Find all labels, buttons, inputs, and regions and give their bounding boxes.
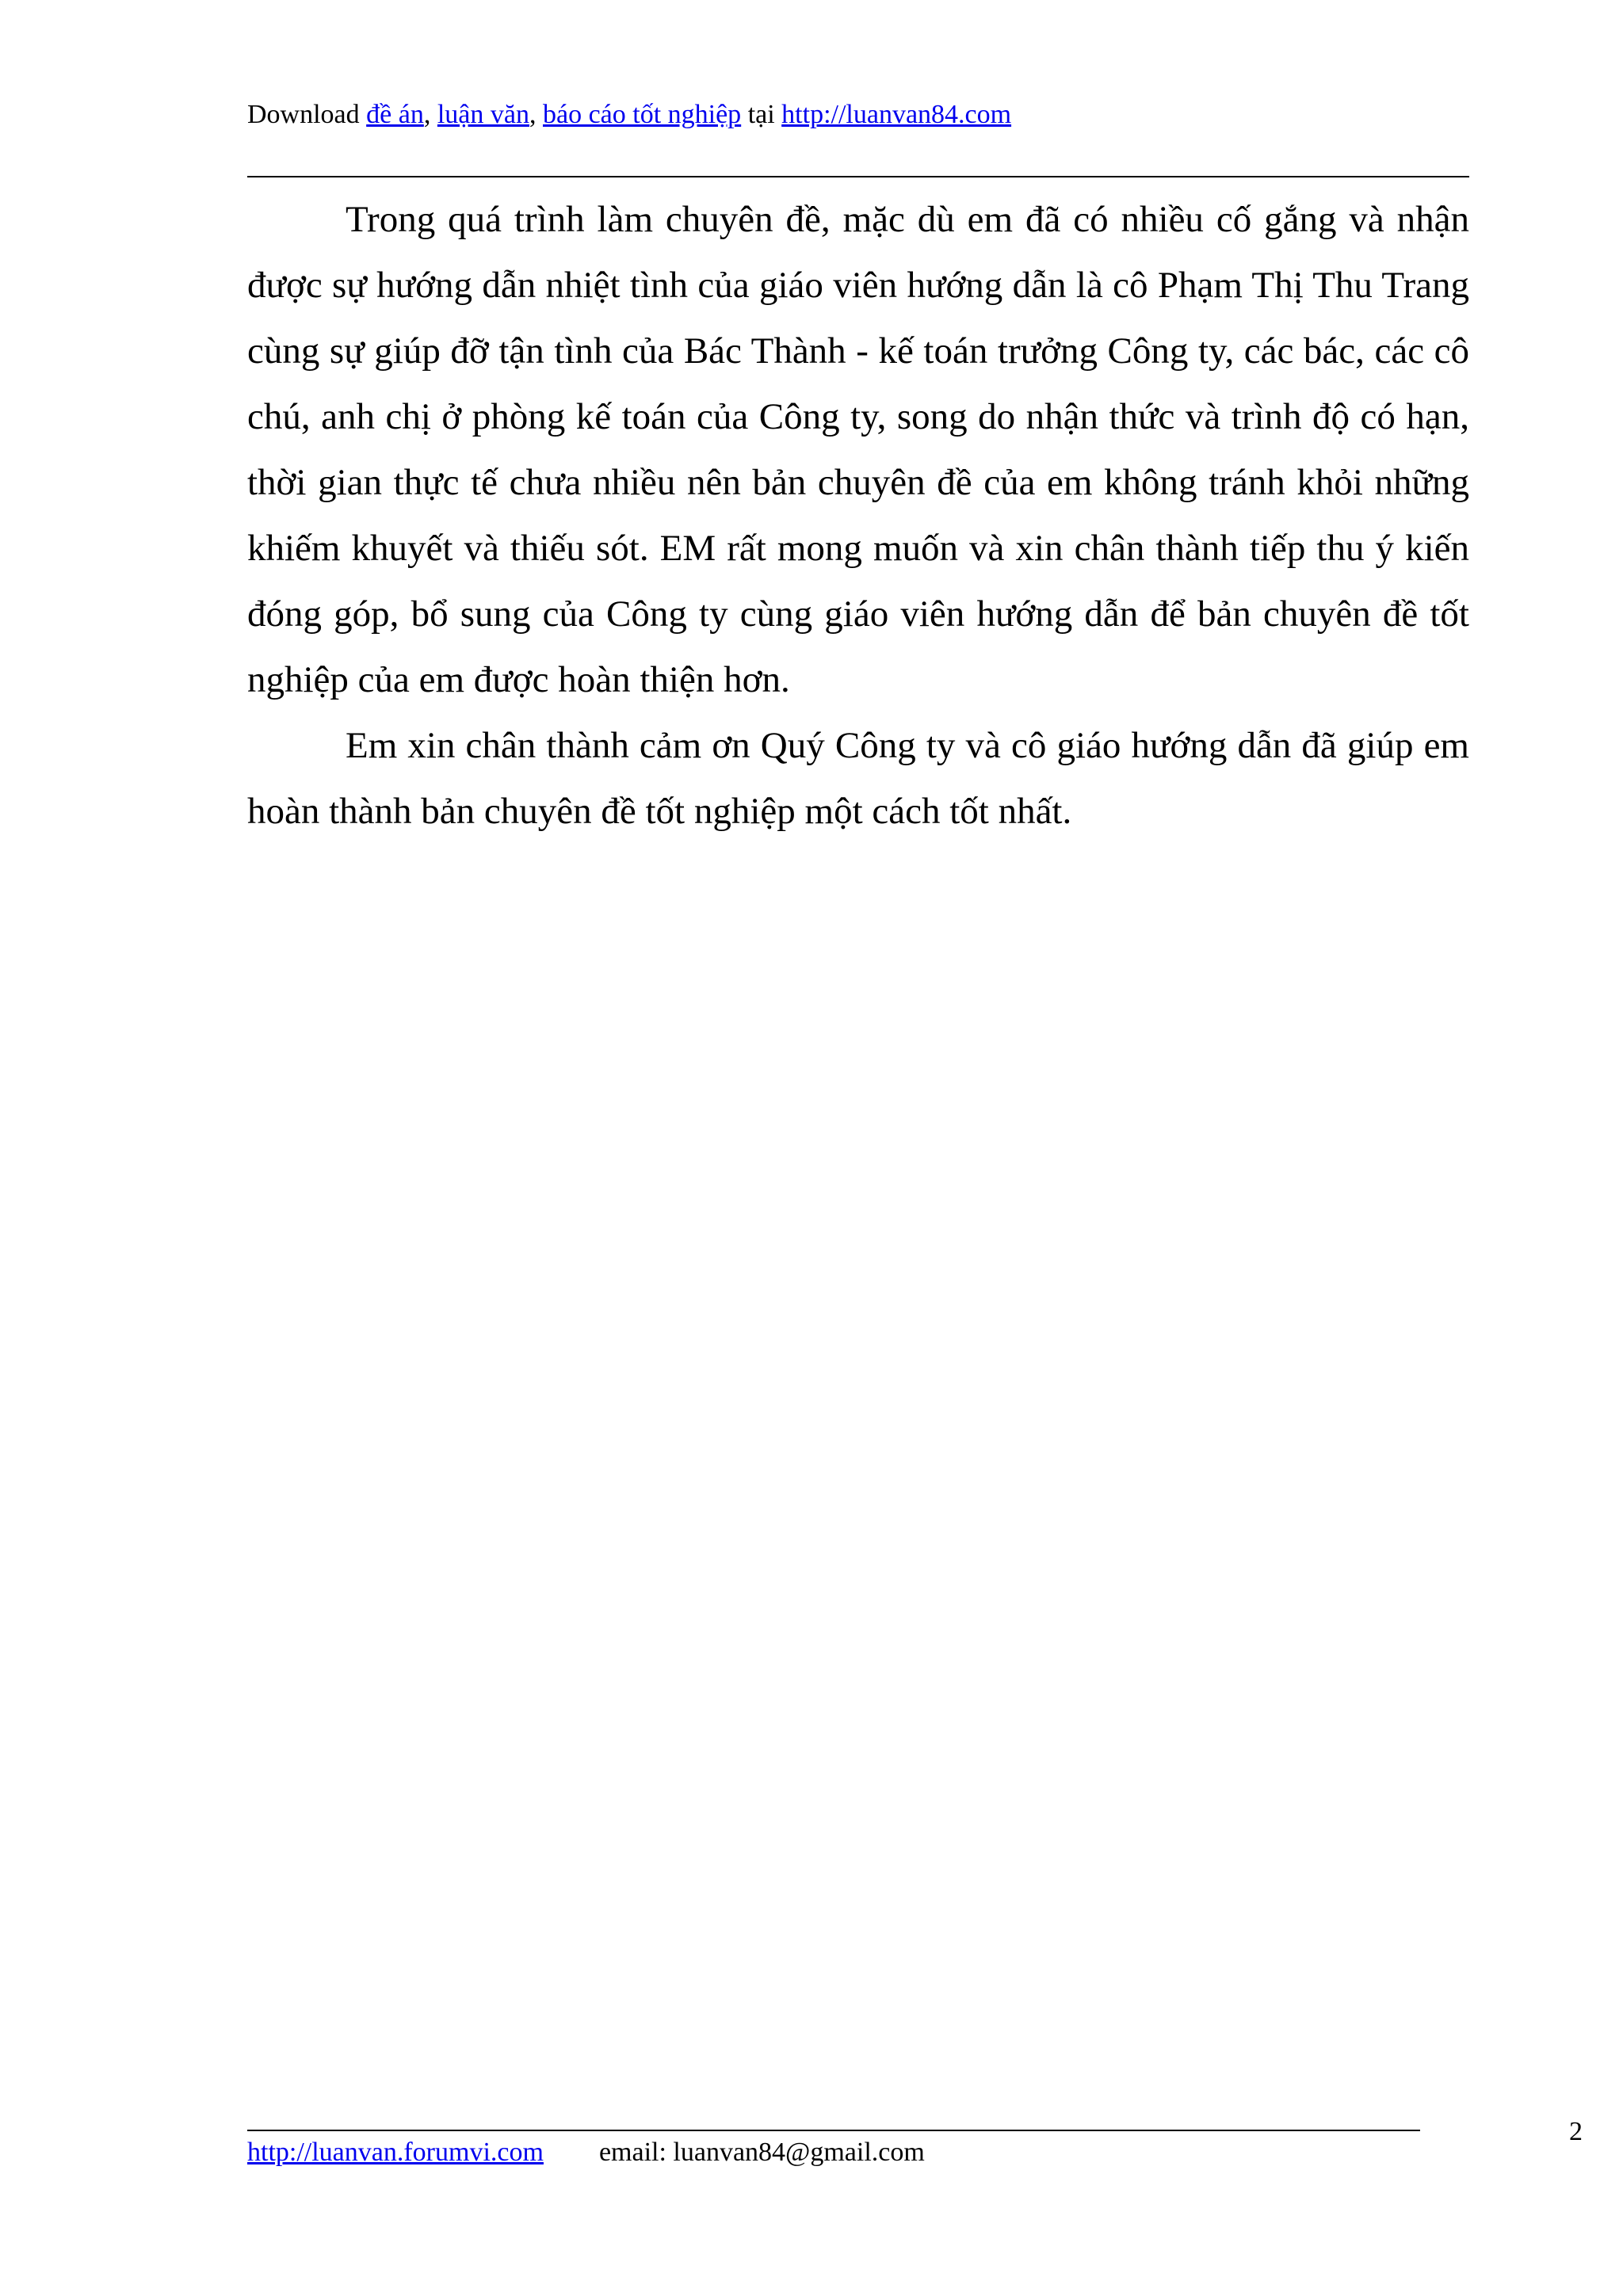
footer-email: email: luanvan84@gmail.com: [598, 2138, 925, 2167]
document-body: [247, 187, 1469, 845]
page-footer: [247, 2134, 925, 2171]
header-link-de-an[interactable]: đề án: [366, 100, 424, 129]
footer-divider: [247, 2130, 1420, 2131]
header-separator: ,: [529, 100, 543, 129]
page-header: [247, 97, 1011, 133]
header-divider: [247, 176, 1469, 177]
header-link-bao-cao[interactable]: báo cáo tốt nghiệp: [542, 100, 742, 129]
body-paragraph: Em xin chân thành cảm ơn Quý Công ty và cô giáo hướng dẫn đã giúp em hoàn thành bản chuyên đề tốt nghiệp một cách tốt nhất.: [247, 725, 1469, 832]
header-separator: ,: [423, 100, 437, 129]
footer-forum-link[interactable]: http://luanvan.forumvi.com: [247, 2138, 544, 2167]
header-site-link[interactable]: http://luanvan84.com: [781, 100, 1012, 129]
header-link-luan-van[interactable]: luận văn: [437, 100, 529, 129]
page-number: 2: [1569, 2117, 1583, 2146]
body-paragraph: Trong quá trình làm chuyên đề, mặc dù em đã có nhiều cố gắng và nhận được sự hướng dẫn nhiệt tình của giáo viên hướng dẫn là cô Phạm Thị Thu Trang cùng sự giúp đỡ tận tình của Bác Thành - kế toán trưởng Công ty, các bác, các cô chú, anh chị ở phòng kế toán của Công ty, song do nhận thức và trình độ có hạn, thời gian thực tế chưa nhiều nên bản chuyên đề của em không tránh khỏi những khiếm khuyết và thiếu sót. EM rất mong muốn và xin chân thành tiếp thu ý kiến đóng góp, bổ sung của Công ty cùng giáo viên hướng dẫn để bản chuyên đề tốt nghiệp của em được hoàn thiện hơn.: [247, 199, 1469, 700]
header-prefix: Download: [247, 100, 367, 129]
header-middle-text: tại: [741, 100, 782, 129]
